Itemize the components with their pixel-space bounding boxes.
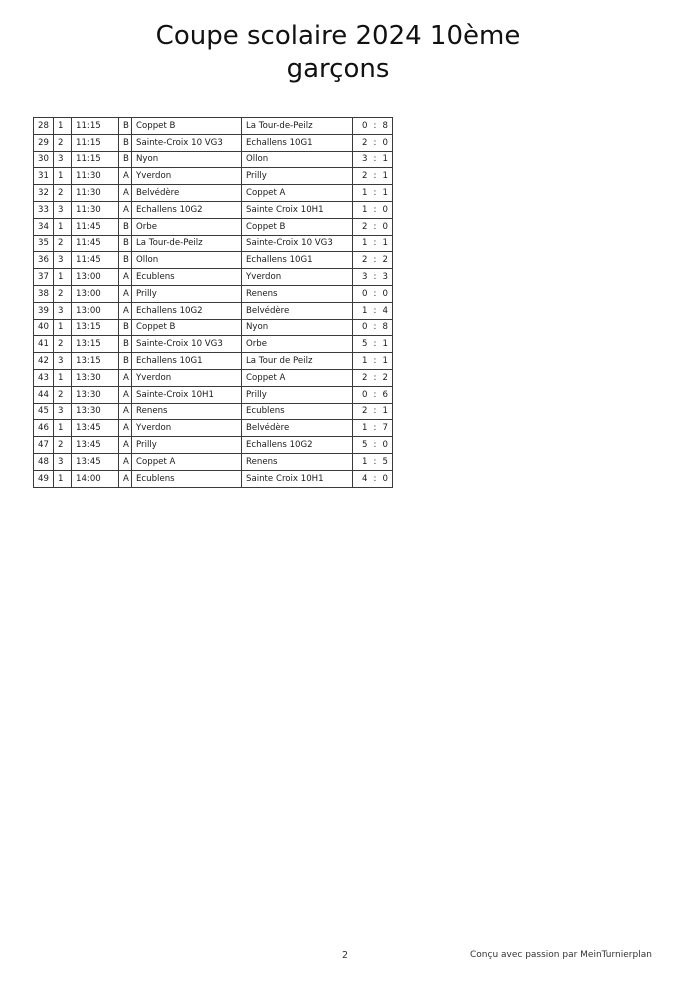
score-separator: : — [373, 406, 377, 417]
home-team-cell: Coppet B — [132, 118, 242, 135]
field-cell: 3 — [54, 252, 72, 269]
score-separator: : — [373, 356, 377, 367]
home-team-cell: Ollon — [132, 252, 242, 269]
score-away: 7 — [382, 423, 388, 434]
score-home: 5 — [362, 440, 368, 451]
score-away: 1 — [382, 154, 388, 165]
score-home: 0 — [362, 389, 368, 400]
group-cell: A — [119, 285, 132, 302]
score-home: 2 — [362, 137, 368, 148]
field-cell: 2 — [54, 437, 72, 454]
time-cell: 13:30 — [72, 403, 119, 420]
away-team-cell: Coppet A — [242, 369, 353, 386]
score-cell — [353, 151, 393, 168]
time-cell: 13:30 — [72, 386, 119, 403]
score-home: 0 — [362, 288, 368, 299]
score — [357, 138, 392, 148]
home-team-cell: Echallens 10G2 — [132, 201, 242, 218]
time-cell: 11:30 — [72, 168, 119, 185]
field-cell: 3 — [54, 353, 72, 370]
away-team-cell: Ollon — [242, 151, 353, 168]
match-number-cell: 45 — [34, 403, 54, 420]
away-team-cell: Ecublens — [242, 403, 353, 420]
score-home: 2 — [362, 255, 368, 266]
time-cell: 13:45 — [72, 420, 119, 437]
score-away: 8 — [382, 322, 388, 333]
score-home: 1 — [362, 356, 368, 367]
field-cell: 1 — [54, 218, 72, 235]
away-team-cell: Belvédère — [242, 420, 353, 437]
home-team-cell: Prilly — [132, 285, 242, 302]
time-cell: 13:00 — [72, 302, 119, 319]
score-home: 5 — [362, 339, 368, 350]
table-row — [34, 151, 393, 168]
away-team-cell: La Tour de Peilz — [242, 353, 353, 370]
time-cell: 11:45 — [72, 218, 119, 235]
table-row — [34, 134, 393, 151]
score-cell — [353, 403, 393, 420]
home-team-cell: Yverdon — [132, 420, 242, 437]
field-cell: 1 — [54, 470, 72, 487]
score-cell — [353, 285, 393, 302]
score-away: 0 — [382, 137, 388, 148]
away-team-cell: Nyon — [242, 319, 353, 336]
score-separator: : — [373, 221, 377, 232]
score-separator: : — [373, 204, 377, 215]
group-cell: A — [119, 369, 132, 386]
score-cell — [353, 235, 393, 252]
table-row — [34, 437, 393, 454]
score — [357, 373, 392, 383]
group-cell: A — [119, 437, 132, 454]
score — [357, 154, 392, 164]
score-separator: : — [373, 188, 377, 199]
home-team-cell: Orbe — [132, 218, 242, 235]
score-home: 1 — [362, 188, 368, 199]
score-away: 8 — [382, 120, 388, 131]
score-separator: : — [373, 171, 377, 182]
score-away: 0 — [382, 221, 388, 232]
table-row — [34, 336, 393, 353]
score-cell — [353, 134, 393, 151]
score-away: 5 — [382, 456, 388, 467]
table-row — [34, 403, 393, 420]
group-cell: A — [119, 168, 132, 185]
score-home: 1 — [362, 456, 368, 467]
time-cell: 13:30 — [72, 369, 119, 386]
away-team-cell: Orbe — [242, 336, 353, 353]
score-home: 1 — [362, 238, 368, 249]
home-team-cell: Prilly — [132, 437, 242, 454]
score-separator: : — [373, 255, 377, 266]
page-title — [0, 20, 676, 86]
table-row — [34, 201, 393, 218]
score-away: 4 — [382, 305, 388, 316]
footer-credit: Conçu avec passion par MeinTurnierplan — [470, 950, 652, 960]
time-cell: 14:00 — [72, 470, 119, 487]
match-number-cell: 31 — [34, 168, 54, 185]
field-cell: 1 — [54, 269, 72, 286]
group-cell: A — [119, 420, 132, 437]
score-separator: : — [373, 339, 377, 350]
field-cell: 2 — [54, 134, 72, 151]
score — [357, 457, 392, 467]
field-cell: 2 — [54, 285, 72, 302]
match-number-cell: 38 — [34, 285, 54, 302]
score — [357, 406, 392, 416]
score-away: 1 — [382, 171, 388, 182]
score-cell — [353, 453, 393, 470]
score-away: 2 — [382, 255, 388, 266]
group-cell: B — [119, 336, 132, 353]
away-team-cell: Sainte Croix 10H1 — [242, 201, 353, 218]
away-team-cell: La Tour-de-Peilz — [242, 118, 353, 135]
score-home: 1 — [362, 305, 368, 316]
home-team-cell: La Tour-de-Peilz — [132, 235, 242, 252]
score — [357, 440, 392, 450]
score — [357, 222, 392, 232]
away-team-cell: Yverdon — [242, 269, 353, 286]
score-away: 3 — [382, 272, 388, 283]
field-cell: 3 — [54, 151, 72, 168]
group-cell: A — [119, 185, 132, 202]
score — [357, 474, 392, 484]
match-number-cell: 41 — [34, 336, 54, 353]
score-cell — [353, 369, 393, 386]
score-home: 0 — [362, 322, 368, 333]
away-team-cell: Echallens 10G1 — [242, 134, 353, 151]
score-separator: : — [373, 137, 377, 148]
match-number-cell: 43 — [34, 369, 54, 386]
home-team-cell: Echallens 10G1 — [132, 353, 242, 370]
score-away: 1 — [382, 406, 388, 417]
table-row — [34, 235, 393, 252]
score-away: 1 — [382, 339, 388, 350]
match-schedule-body — [34, 118, 393, 488]
score-cell — [353, 302, 393, 319]
away-team-cell: Belvédère — [242, 302, 353, 319]
page-number: 2 — [342, 950, 349, 961]
score-cell — [353, 386, 393, 403]
score — [357, 339, 392, 349]
field-cell: 1 — [54, 168, 72, 185]
group-cell: A — [119, 470, 132, 487]
field-cell: 2 — [54, 235, 72, 252]
group-cell: B — [119, 218, 132, 235]
away-team-cell: Renens — [242, 285, 353, 302]
score-away: 2 — [382, 372, 388, 383]
time-cell: 11:45 — [72, 235, 119, 252]
table-row — [34, 453, 393, 470]
score-away: 6 — [382, 389, 388, 400]
score-separator: : — [373, 305, 377, 316]
home-team-cell: Ecublens — [132, 470, 242, 487]
field-cell: 1 — [54, 118, 72, 135]
home-team-cell: Echallens 10G2 — [132, 302, 242, 319]
away-team-cell: Coppet A — [242, 185, 353, 202]
table-row — [34, 185, 393, 202]
group-cell: B — [119, 235, 132, 252]
group-cell: B — [119, 319, 132, 336]
score-away: 1 — [382, 356, 388, 367]
score — [357, 390, 392, 400]
table-row — [34, 319, 393, 336]
score-cell — [353, 437, 393, 454]
group-cell: A — [119, 201, 132, 218]
score — [357, 272, 392, 282]
score-separator: : — [373, 272, 377, 283]
away-team-cell: Sainte-Croix 10 VG3 — [242, 235, 353, 252]
away-team-cell: Renens — [242, 453, 353, 470]
score-cell — [353, 470, 393, 487]
table-row — [34, 420, 393, 437]
time-cell: 11:15 — [72, 151, 119, 168]
score-away: 1 — [382, 188, 388, 199]
match-number-cell: 48 — [34, 453, 54, 470]
home-team-cell: Belvédère — [132, 185, 242, 202]
field-cell: 3 — [54, 201, 72, 218]
home-team-cell: Sainte-Croix 10H1 — [132, 386, 242, 403]
match-number-cell: 36 — [34, 252, 54, 269]
group-cell: A — [119, 302, 132, 319]
time-cell: 13:15 — [72, 319, 119, 336]
match-number-cell: 30 — [34, 151, 54, 168]
score — [357, 289, 392, 299]
score — [357, 121, 392, 131]
score-home: 0 — [362, 120, 368, 131]
score-separator: : — [373, 372, 377, 383]
score-home: 2 — [362, 171, 368, 182]
home-team-cell: Renens — [132, 403, 242, 420]
away-team-cell: Echallens 10G2 — [242, 437, 353, 454]
match-number-cell: 39 — [34, 302, 54, 319]
field-cell: 2 — [54, 185, 72, 202]
table-row — [34, 302, 393, 319]
field-cell: 3 — [54, 453, 72, 470]
home-team-cell: Coppet B — [132, 319, 242, 336]
match-number-cell: 42 — [34, 353, 54, 370]
match-schedule-table — [33, 117, 393, 488]
score-home: 2 — [362, 372, 368, 383]
group-cell: A — [119, 403, 132, 420]
table-row — [34, 218, 393, 235]
score — [357, 188, 392, 198]
match-number-cell: 47 — [34, 437, 54, 454]
score-separator: : — [373, 288, 377, 299]
match-number-cell: 33 — [34, 201, 54, 218]
field-cell: 3 — [54, 302, 72, 319]
home-team-cell: Yverdon — [132, 168, 242, 185]
group-cell: B — [119, 151, 132, 168]
score-cell — [353, 218, 393, 235]
table-row — [34, 252, 393, 269]
score-away: 0 — [382, 288, 388, 299]
group-cell: B — [119, 118, 132, 135]
score — [357, 255, 392, 265]
time-cell: 11:15 — [72, 134, 119, 151]
table-row — [34, 168, 393, 185]
field-cell: 2 — [54, 386, 72, 403]
score-away: 0 — [382, 440, 388, 451]
score-home: 1 — [362, 204, 368, 215]
score-separator: : — [373, 322, 377, 333]
score-home: 3 — [362, 272, 368, 283]
time-cell: 11:30 — [72, 201, 119, 218]
score — [357, 306, 392, 316]
match-number-cell: 34 — [34, 218, 54, 235]
time-cell: 13:00 — [72, 269, 119, 286]
time-cell: 13:45 — [72, 453, 119, 470]
away-team-cell: Prilly — [242, 386, 353, 403]
home-team-cell: Nyon — [132, 151, 242, 168]
table-row — [34, 369, 393, 386]
away-team-cell: Sainte Croix 10H1 — [242, 470, 353, 487]
away-team-cell: Echallens 10G1 — [242, 252, 353, 269]
score — [357, 322, 392, 332]
score-cell — [353, 269, 393, 286]
table-row — [34, 285, 393, 302]
match-number-cell: 35 — [34, 235, 54, 252]
score-away: 1 — [382, 238, 388, 249]
time-cell: 11:15 — [72, 118, 119, 135]
page-title-line2: garçons — [286, 54, 390, 84]
score-cell — [353, 201, 393, 218]
score-separator: : — [373, 456, 377, 467]
group-cell: B — [119, 252, 132, 269]
score-cell — [353, 336, 393, 353]
match-number-cell: 44 — [34, 386, 54, 403]
score-cell — [353, 353, 393, 370]
score — [357, 423, 392, 433]
score-separator: : — [373, 154, 377, 165]
match-number-cell: 46 — [34, 420, 54, 437]
score-cell — [353, 420, 393, 437]
score-cell — [353, 185, 393, 202]
group-cell: A — [119, 453, 132, 470]
table-row — [34, 269, 393, 286]
group-cell: A — [119, 269, 132, 286]
score-separator: : — [373, 389, 377, 400]
score — [357, 171, 392, 181]
score — [357, 205, 392, 215]
score-separator: : — [373, 473, 377, 484]
time-cell: 11:30 — [72, 185, 119, 202]
away-team-cell: Prilly — [242, 168, 353, 185]
field-cell: 1 — [54, 420, 72, 437]
score-separator: : — [373, 423, 377, 434]
field-cell: 3 — [54, 403, 72, 420]
score-home: 3 — [362, 154, 368, 165]
group-cell: B — [119, 353, 132, 370]
score-cell — [353, 118, 393, 135]
field-cell: 1 — [54, 369, 72, 386]
page-title-line1: Coupe scolaire 2024 10ème — [155, 21, 521, 51]
score-cell — [353, 168, 393, 185]
score-home: 2 — [362, 406, 368, 417]
home-team-cell: Sainte-Croix 10 VG3 — [132, 336, 242, 353]
score-away: 0 — [382, 204, 388, 215]
time-cell: 11:45 — [72, 252, 119, 269]
home-team-cell: Yverdon — [132, 369, 242, 386]
table-row — [34, 118, 393, 135]
score-separator: : — [373, 440, 377, 451]
away-team-cell: Coppet B — [242, 218, 353, 235]
table-row — [34, 353, 393, 370]
score-away: 0 — [382, 473, 388, 484]
score — [357, 238, 392, 248]
field-cell: 2 — [54, 336, 72, 353]
table-row — [34, 386, 393, 403]
score-separator: : — [373, 238, 377, 249]
match-number-cell: 40 — [34, 319, 54, 336]
score-home: 1 — [362, 423, 368, 434]
match-number-cell: 29 — [34, 134, 54, 151]
score-cell — [353, 252, 393, 269]
group-cell: A — [119, 386, 132, 403]
group-cell: B — [119, 134, 132, 151]
home-team-cell: Coppet A — [132, 453, 242, 470]
time-cell: 13:45 — [72, 437, 119, 454]
table-row — [34, 470, 393, 487]
score-cell — [353, 319, 393, 336]
match-number-cell: 49 — [34, 470, 54, 487]
match-number-cell: 32 — [34, 185, 54, 202]
score-home: 2 — [362, 221, 368, 232]
match-number-cell: 28 — [34, 118, 54, 135]
score-home: 4 — [362, 473, 368, 484]
home-team-cell: Ecublens — [132, 269, 242, 286]
home-team-cell: Sainte-Croix 10 VG3 — [132, 134, 242, 151]
score — [357, 356, 392, 366]
time-cell: 13:15 — [72, 336, 119, 353]
field-cell: 1 — [54, 319, 72, 336]
time-cell: 13:00 — [72, 285, 119, 302]
match-number-cell: 37 — [34, 269, 54, 286]
time-cell: 13:15 — [72, 353, 119, 370]
score-separator: : — [373, 120, 377, 131]
